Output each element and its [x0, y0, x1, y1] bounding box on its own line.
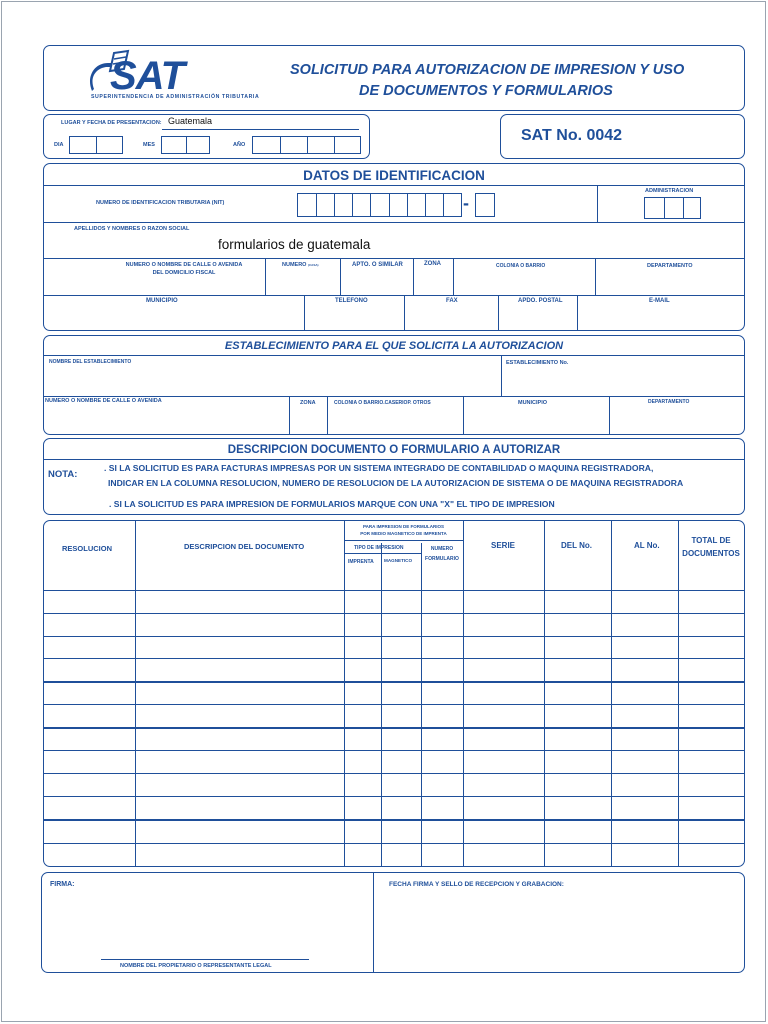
signature-box [41, 872, 745, 973]
nit-dash: - [463, 193, 469, 213]
description-box [43, 438, 745, 515]
municipio-label: MUNICIPIO [146, 298, 178, 304]
pobox-label: APDO. POSTAL [518, 298, 563, 304]
col-total: TOTAL DE DOCUMENTOS [682, 536, 740, 558]
admin-field[interactable] [644, 197, 701, 219]
est-dept-label: DEPARTAMENTO [648, 399, 690, 405]
nit-label: NUMERO DE IDENTIFICACION TRIBUTARIA (NIT) [96, 200, 225, 206]
fax-label: FAX [446, 298, 458, 304]
sat-number: SAT No. 0042 [521, 127, 623, 144]
form-title-line2: DE DOCUMENTOS Y FORMULARIOS [359, 83, 613, 99]
month-field[interactable] [161, 136, 210, 154]
year-label: AÑO [233, 142, 246, 148]
note1-line2: INDICAR EN LA COLUMNA RESOLUCION, NUMERO DE RESOLUCION DE LA AUTORIZACION DE SISTEMA O DE MAQUINA REGISTRADORA [108, 478, 684, 488]
col-resolucion: RESOLUCION [62, 544, 113, 553]
header-box [43, 45, 745, 111]
table-row[interactable] [44, 819, 744, 821]
table-row[interactable] [44, 843, 744, 844]
day-field[interactable] [69, 136, 123, 154]
print-group-header: PARA IMPRESION DE FORMULARIOS POR MEDIO MAGNETICO DE IMPRENTA [360, 524, 447, 536]
col-del: DEL No. [561, 541, 592, 550]
apt-label: APTO. O SIMILAR [352, 262, 403, 268]
establishment-number-label: ESTABLECIMIENTO No. [506, 360, 569, 366]
numero-formulario-label: NUMERO FORMULARIO [425, 546, 459, 562]
table-row[interactable] [44, 773, 744, 774]
establishment-box [43, 335, 745, 435]
signature-line[interactable] [101, 959, 309, 960]
sat-number-box [500, 114, 745, 159]
note1-line1: . SI LA SOLICITUD ES PARA FACTURAS IMPRESAS POR UN SISTEMA INTEGRADO DE CONTABILIDAD O MAQUINA REGISTRADORA, [104, 463, 654, 473]
house-number-label: NUMERO (CASA) [282, 262, 319, 268]
admin-label: ADMINISTRACION [645, 188, 694, 194]
establishment-title: ESTABLECIMIENTO PARA EL QUE SOLICITA LA AUTORIZACION [224, 340, 564, 352]
note2: . SI LA SOLICITUD ES PARA IMPRESION DE FORMULARIOS MARQUE CON UNA "X" EL TIPO DE IMPRESION [109, 499, 555, 509]
est-zone-label: ZONA [300, 400, 316, 406]
nit-check-digit[interactable] [475, 193, 495, 217]
identification-box [43, 163, 745, 331]
name-label: APELLIDOS Y NOMBRES O RAZON SOCIAL [74, 226, 190, 232]
table-row[interactable] [44, 727, 744, 729]
identification-title: DATOS DE IDENTIFICACION [303, 168, 485, 183]
table-row[interactable] [44, 590, 744, 591]
table-row[interactable] [44, 796, 744, 797]
colonia-label: COLONIA O BARRIO [496, 263, 546, 269]
dept-label: DEPARTAMENTO [647, 263, 693, 269]
street-label: NUMERO O NOMBRE DE CALLE O AVENIDA DEL DOMICILIO FISCAL [125, 262, 243, 276]
nota-label: NOTA: [48, 469, 78, 480]
col-descripcion: DESCRIPCION DEL DOCUMENTO [184, 542, 305, 551]
year-field[interactable] [252, 136, 361, 154]
magnetico-label: MAGNETICO [384, 558, 413, 563]
name-value[interactable]: formularios de guatemala [218, 237, 371, 252]
day-label: DIA [54, 142, 64, 148]
table-row[interactable] [44, 613, 744, 614]
logo-text: SAT [110, 54, 185, 98]
zone-label: ZONA [424, 261, 441, 267]
reception-label: FECHA FIRMA Y SELLO DE RECEPCION Y GRABACION: [389, 881, 564, 888]
table-row[interactable] [44, 636, 744, 637]
nit-field[interactable] [297, 193, 462, 217]
logo-subtitle: SUPERINTENDENCIA DE ADMINISTRACIÓN TRIBUTARIA [91, 94, 260, 100]
sat-logo [88, 49, 260, 104]
establishment-name-label: NOMBRE DEL ESTABLECIMIENTO [49, 359, 132, 365]
est-colonia-label: COLONIA O BARRIO.CASERIOP. OTROS [334, 400, 431, 406]
col-serie: SERIE [491, 541, 516, 550]
table-row[interactable] [44, 750, 744, 751]
place-value[interactable]: Guatemala [168, 116, 213, 126]
document-table [43, 520, 745, 867]
form-title-line1: SOLICITUD PARA AUTORIZACION DE IMPRESION Y USO [290, 62, 685, 78]
est-municipio-label: MUNICIPIO [518, 400, 548, 406]
table-row[interactable] [44, 658, 744, 659]
table-row[interactable] [44, 681, 744, 683]
email-label: E-MAIL [649, 298, 670, 304]
presentation-box [43, 114, 370, 159]
owner-label: NOMBRE DEL PROPIETARIO O REPRESENTANTE LEGAL [120, 963, 272, 969]
imprenta-label: IMPRENTA [348, 559, 374, 565]
month-label: MES [143, 142, 155, 148]
tipo-impresion-label: TIPO DE IMPRESION [354, 545, 404, 551]
firma-label: FIRMA: [50, 881, 75, 888]
place-underline [162, 129, 359, 130]
phone-label: TELEFONO [335, 298, 368, 304]
est-street-label: NUMERO O NOMBRE DE CALLE O AVENIDA [45, 398, 162, 404]
table-row[interactable] [44, 704, 744, 705]
description-title: DESCRIPCION DOCUMENTO O FORMULARIO A AUTORIZAR [227, 444, 561, 456]
presentation-label: LUGAR Y FECHA DE PRESENTACION: [61, 120, 162, 126]
col-al: AL No. [634, 541, 660, 550]
